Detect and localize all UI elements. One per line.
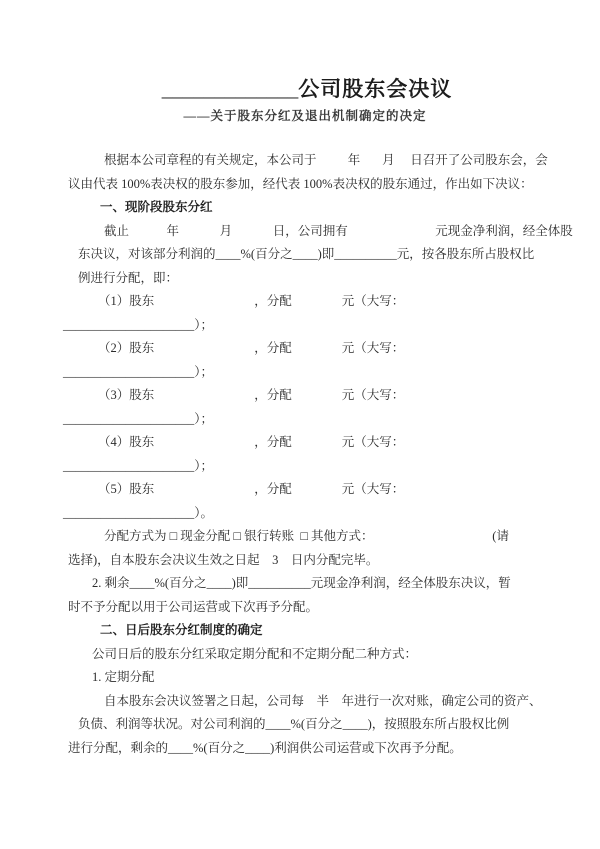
doc-line: 2. 剩余____%(百分之____)即__________元现金净利润，经全体股东决议，暂 xyxy=(92,576,511,590)
document-body xyxy=(0,149,600,760)
doc-line: 例进行分配，即： xyxy=(78,270,179,285)
doc-line: （1）股东 ，分配 元（大写： xyxy=(98,294,405,308)
document-subtitle: ——关于股东分红及退出机制确定的决定 xyxy=(183,109,427,123)
doc-line: 公司日后的股东分红采取定期分配和不定期分配二种方式： xyxy=(92,646,418,661)
fill-in-blank-line: _____________________）； xyxy=(63,458,214,473)
company-name-blank: _____________ xyxy=(161,77,299,101)
doc-line: （5）股东 ，分配 元（大写： xyxy=(98,482,405,496)
doc-line: 东决议，对该部分利润的____%(百分之____)即__________元，按各股东所占股权比 xyxy=(78,247,535,261)
doc-line: 分配方式为 □ 现金分配 □ 银行转账 □ 其他方式： (请 xyxy=(104,529,509,543)
doc-line: （4）股东 ，分配 元（大写： xyxy=(98,435,405,449)
section-heading: 二、日后股东分红制度的确定 xyxy=(100,623,263,637)
doc-line: 时不予分配以用于公司运营或下次再予分配。 xyxy=(68,599,319,614)
fill-in-blank-line: _____________________）； xyxy=(63,364,214,379)
doc-line: 议由代表 100%表决权的股东参加，经代表 100%表决权的股东通过，作出如下决议： xyxy=(68,176,533,191)
document-title xyxy=(0,74,600,104)
document-title-text: 公司股东会决议 xyxy=(298,77,453,101)
section-heading: 一、现阶段股东分红 xyxy=(100,200,213,214)
doc-line: 进行分配，剩余的____%(百分之____)利润供公司运营或下次再予分配。 xyxy=(68,740,462,755)
doc-line: 负债、利润等状况。对公司利润的____%(百分之____)，按照股东所占股权比例 xyxy=(78,717,510,731)
doc-line: （2）股东 ，分配 元（大写： xyxy=(98,341,405,355)
doc-line: 选择)，自本股东会决议生效之日起 3 日内分配完毕。 xyxy=(68,552,379,567)
doc-line: 1. 定期分配 xyxy=(92,670,155,684)
fill-in-blank-line: _____________________）。 xyxy=(63,505,214,520)
doc-line: 根据本公司章程的有关规定，本公司于 年 月 日召开了公司股东会，会 xyxy=(104,153,548,167)
doc-line: 自本股东会决议签署之日起，公司每 半 年进行一次对账，确定公司的资产、 xyxy=(104,693,542,708)
fill-in-blank-line: _____________________）； xyxy=(63,411,214,426)
doc-line: （3）股东 ，分配 元（大写： xyxy=(98,388,405,402)
fill-in-blank-line: _____________________）； xyxy=(63,317,214,332)
doc-line: 截止 年 月 日，公司拥有 元现金净利润，经全体股 xyxy=(104,223,573,238)
